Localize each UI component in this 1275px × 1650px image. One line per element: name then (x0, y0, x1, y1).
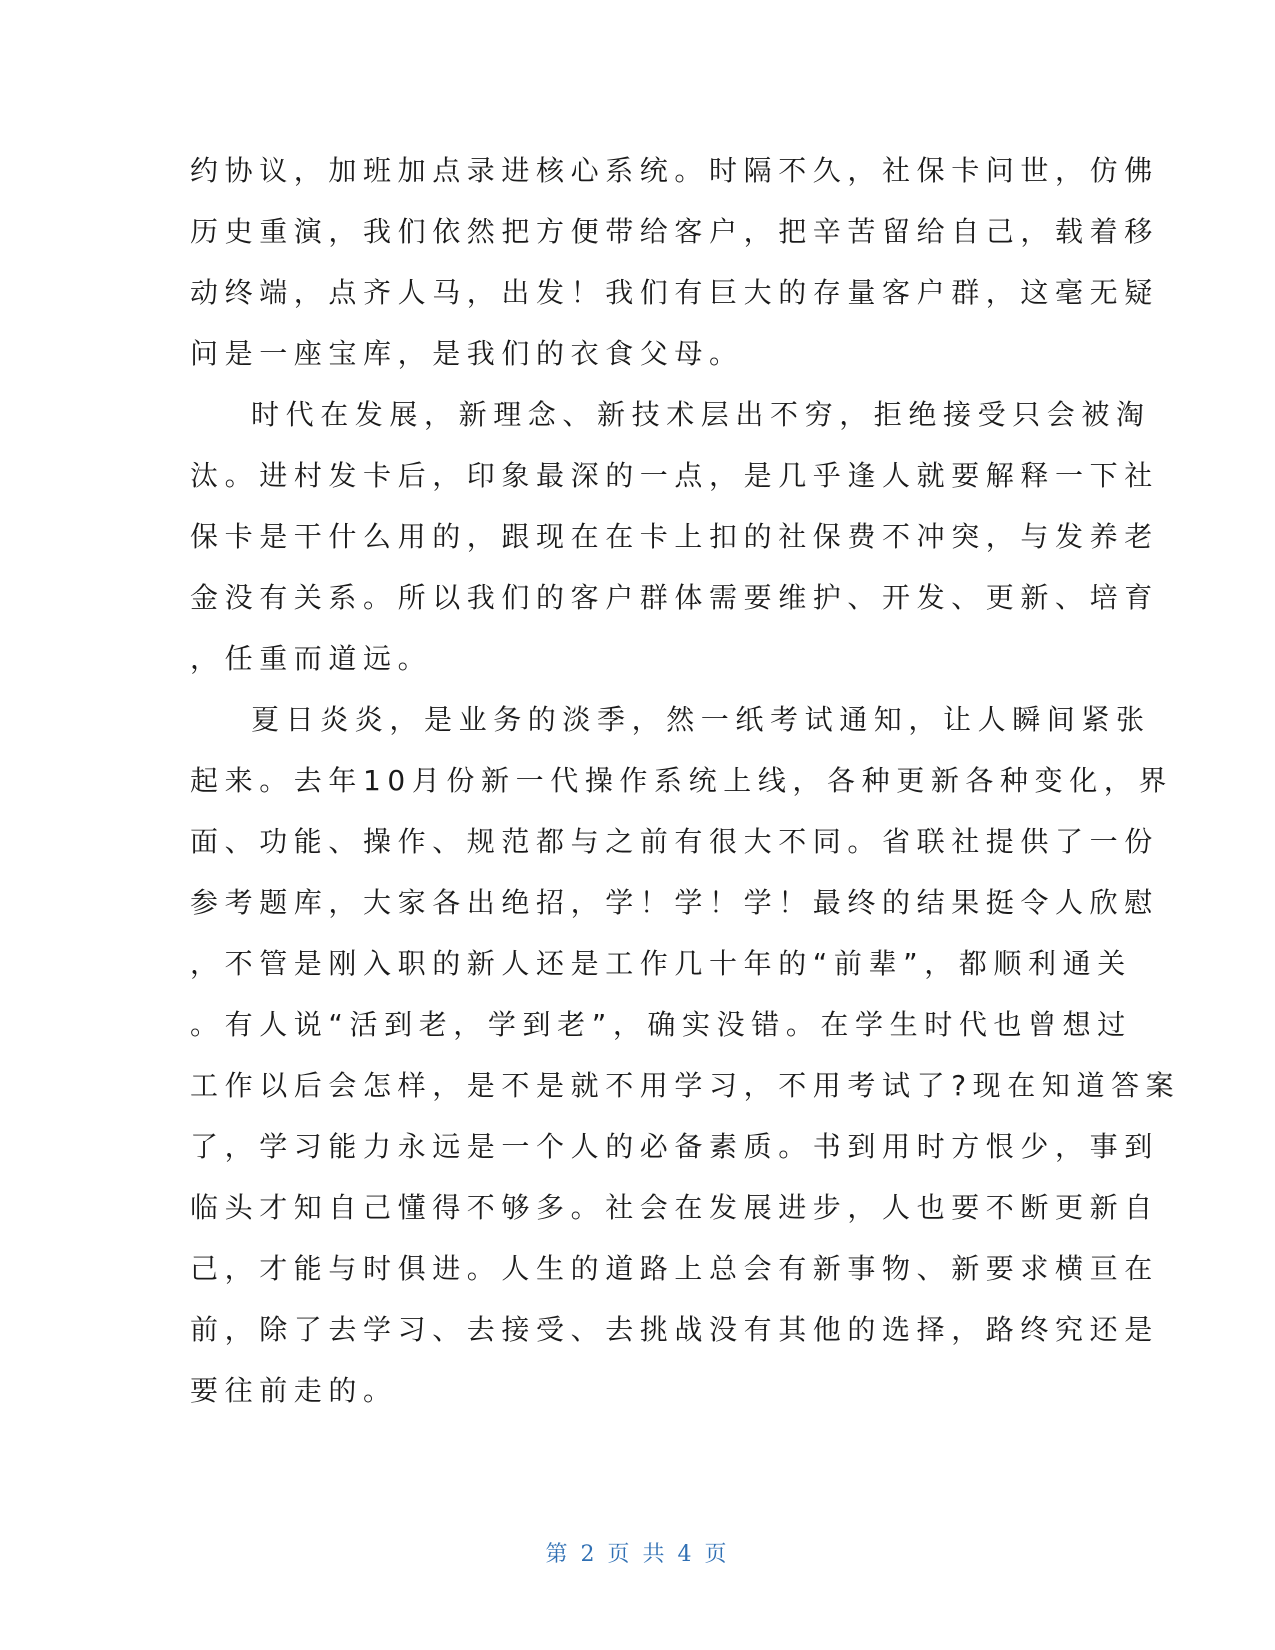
text-line: ，任重而道远。 (190, 642, 433, 675)
text-line: 金没有关系。所以我们的客户群体需要维护、开发、更新、培育 (190, 581, 1159, 614)
text-line: 保卡是干什么用的，跟现在在卡上扣的社保费不冲突，与发养老 (190, 520, 1159, 553)
text-line: 约协议，加班加点录进核心系统。时隔不久，社保卡问世，仿佛 (190, 154, 1159, 187)
page-number: 第 2 页 共 4 页 (545, 1542, 730, 1567)
text-line: 汰。进村发卡后，印象最深的一点，是几乎逢人就要解释一下社 (190, 459, 1159, 492)
text-line: 要往前走的。 (190, 1374, 398, 1407)
text-line: 了，学习能力永远是一个人的必备素质。书到用时方恨少，事到 (190, 1130, 1159, 1163)
text-line: 。有人说“活到老，学到老”，确实没错。在学生时代也曾想过 (190, 1008, 1132, 1041)
text-line: 参考题库，大家各出绝招，学！学！学！最终的结果挺令人欣慰 (190, 886, 1159, 919)
body-text (190, 140, 1181, 1421)
text-line: ，不管是刚入职的新人还是工作几十年的“前辈”，都顺利通关 (190, 947, 1132, 980)
text-line: 面、功能、操作、规范都与之前有很大不同。省联社提供了一份 (190, 825, 1159, 858)
text-line: 前，除了去学习、去接受、去挑战没有其他的选择，路终究还是 (190, 1313, 1159, 1346)
text-line: 临头才知自己懂得不够多。社会在发展进步，人也要不断更新自 (190, 1191, 1159, 1224)
text-line: 夏日炎炎，是业务的淡季，然一纸考试通知，让人瞬间紧张 (251, 703, 1151, 736)
text-line: 时代在发展，新理念、新技术层出不穷，拒绝接受只会被淘 (251, 398, 1151, 431)
text-line: 工作以后会怎样，是不是就不用学习，不用考试了?现在知道答案 (190, 1069, 1181, 1102)
text-line: 动终端，点齐人马，出发！我们有巨大的存量客户群，这毫无疑 (190, 276, 1159, 309)
text-line: 问是一座宝库，是我们的衣食父母。 (190, 337, 744, 370)
text-line: 己，才能与时俱进。人生的道路上总会有新事物、新要求横亘在 (190, 1252, 1159, 1285)
text-line: 起来。去年10月份新一代操作系统上线，各种更新各种变化，界 (190, 764, 1174, 797)
text-line: 历史重演，我们依然把方便带给客户，把辛苦留给自己，载着移 (190, 215, 1159, 248)
